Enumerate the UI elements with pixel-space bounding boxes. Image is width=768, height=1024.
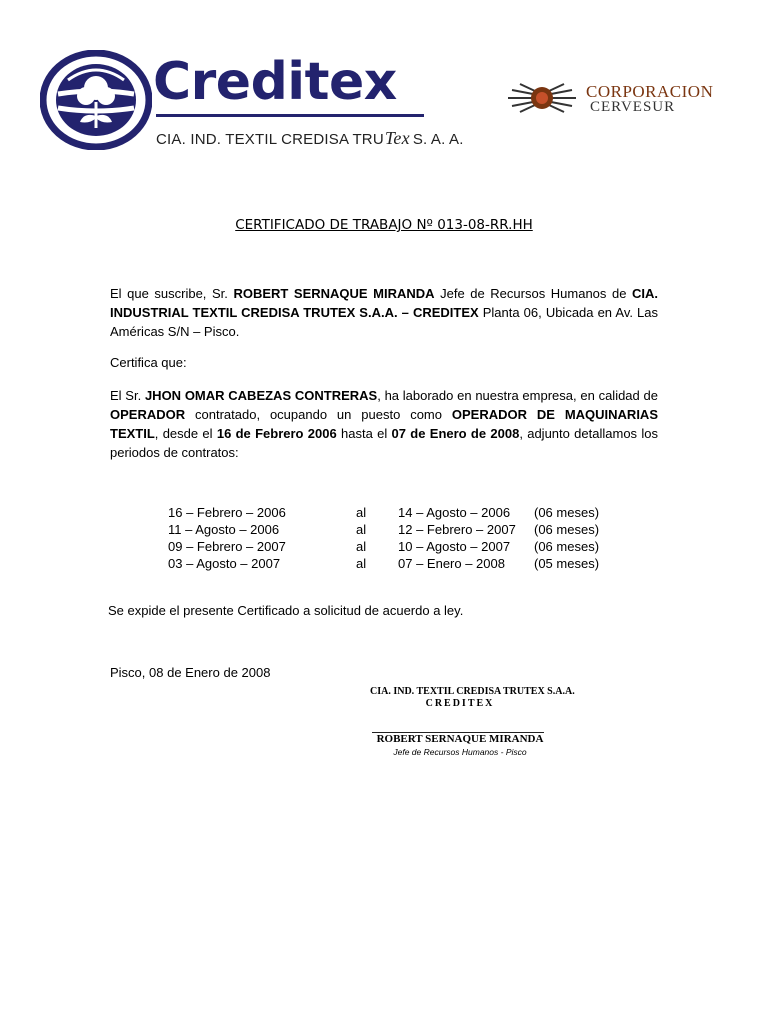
period-end: 12 – Febrero – 2007 — [398, 522, 516, 537]
period-duration: (06 meses) — [534, 539, 600, 554]
signature-stamp — [370, 686, 575, 758]
p3-run: El Sr. — [110, 388, 145, 403]
partner-name-line1: CORPORACION — [586, 82, 714, 101]
brand-subtitle — [156, 128, 464, 149]
place-date: Pisco, 08 de Enero de 2008 — [110, 665, 271, 680]
period-separator: al — [356, 556, 367, 571]
p3-run: 07 de Enero de 2008 — [391, 426, 520, 441]
sunburst-emblem-icon — [506, 80, 578, 116]
stamp-signer-name: ROBERT SERNAQUE MIRANDA — [376, 733, 544, 745]
brand-name: Creditex — [153, 52, 397, 112]
intro-paragraph — [110, 284, 658, 341]
stamp-brand: CREDITEX — [425, 698, 495, 709]
period-separator: al — [356, 505, 367, 520]
p1-run: Jefe de Recursos Humanos de — [434, 286, 632, 301]
document-title: CERTIFICADO DE TRABAJO Nº 013-08-RR.HH — [235, 217, 533, 233]
p3-run: , adjunto detallamos los periodos de contratos: — [110, 426, 658, 460]
stamp-signer-role: Jefe de Recursos Humanos - Pisco — [393, 747, 527, 757]
period-start: 09 – Febrero – 2007 — [168, 539, 286, 554]
period-start: 16 – Febrero – 2006 — [168, 505, 286, 520]
period-duration: (05 meses) — [534, 556, 600, 571]
partner-name-line2: CERVESUR — [590, 99, 676, 115]
period-separator: al — [356, 522, 367, 537]
certifica-label: Certifica que: — [110, 355, 187, 370]
p3-run: hasta el — [336, 426, 392, 441]
p3-run: contratado, ocupando un puesto como — [185, 407, 452, 422]
brand-subtitle-text: CIA. IND. TEXTIL CREDISA TRU — [156, 131, 384, 148]
p1-run: El que suscribe, Sr. — [110, 286, 234, 301]
period-row — [168, 504, 608, 521]
employment-paragraph — [110, 386, 658, 462]
p1-run: Planta 06, Ubicada en Av. Las Américas S/N – Pisco. — [110, 305, 658, 339]
closing-statement: Se expide el presente Certificado a solicitud de acuerdo a ley. — [108, 603, 464, 618]
period-row — [168, 521, 608, 538]
creditex-logo — [40, 50, 464, 155]
period-end: 10 – Agosto – 2007 — [398, 539, 511, 554]
period-end: 07 – Enero – 2008 — [398, 556, 505, 571]
p3-run: , desde el — [154, 426, 217, 441]
period-row — [168, 555, 608, 572]
period-duration: (06 meses) — [534, 505, 600, 520]
p3-run: OPERADOR DE MAQUINARIAS TEXTIL — [110, 407, 658, 441]
cervesur-logo — [500, 78, 728, 120]
brand-subtitle-end: S. A. A. — [412, 131, 464, 148]
p1-run: CIA. INDUSTRIAL TEXTIL CREDISA TRUTEX S.A.A. – CREDITEX — [110, 286, 658, 320]
brand-subtitle-mark: Tex — [384, 128, 410, 148]
period-end: 14 – Agosto – 2006 — [398, 505, 511, 520]
period-separator: al — [356, 539, 367, 554]
cotton-globe-icon — [40, 50, 152, 150]
period-row — [168, 538, 608, 555]
contract-periods-table — [168, 504, 608, 572]
period-duration: (06 meses) — [534, 522, 600, 537]
p3-run: 16 de Febrero 2006 — [216, 426, 337, 441]
p1-run: ROBERT SERNAQUE MIRANDA — [233, 286, 435, 301]
stamp-company: CIA. IND. TEXTIL CREDISA TRUTEX S.A.A. — [370, 686, 575, 697]
p3-run: OPERADOR — [110, 407, 186, 422]
period-start: 03 – Agosto – 2007 — [168, 556, 281, 571]
p3-run: , ha laborado en nuestra empresa, en calidad de — [377, 388, 658, 403]
period-start: 11 – Agosto – 2006 — [168, 522, 280, 537]
brand-underline — [156, 114, 424, 117]
p3-run: JHON OMAR CABEZAS CONTRERAS — [144, 388, 378, 403]
